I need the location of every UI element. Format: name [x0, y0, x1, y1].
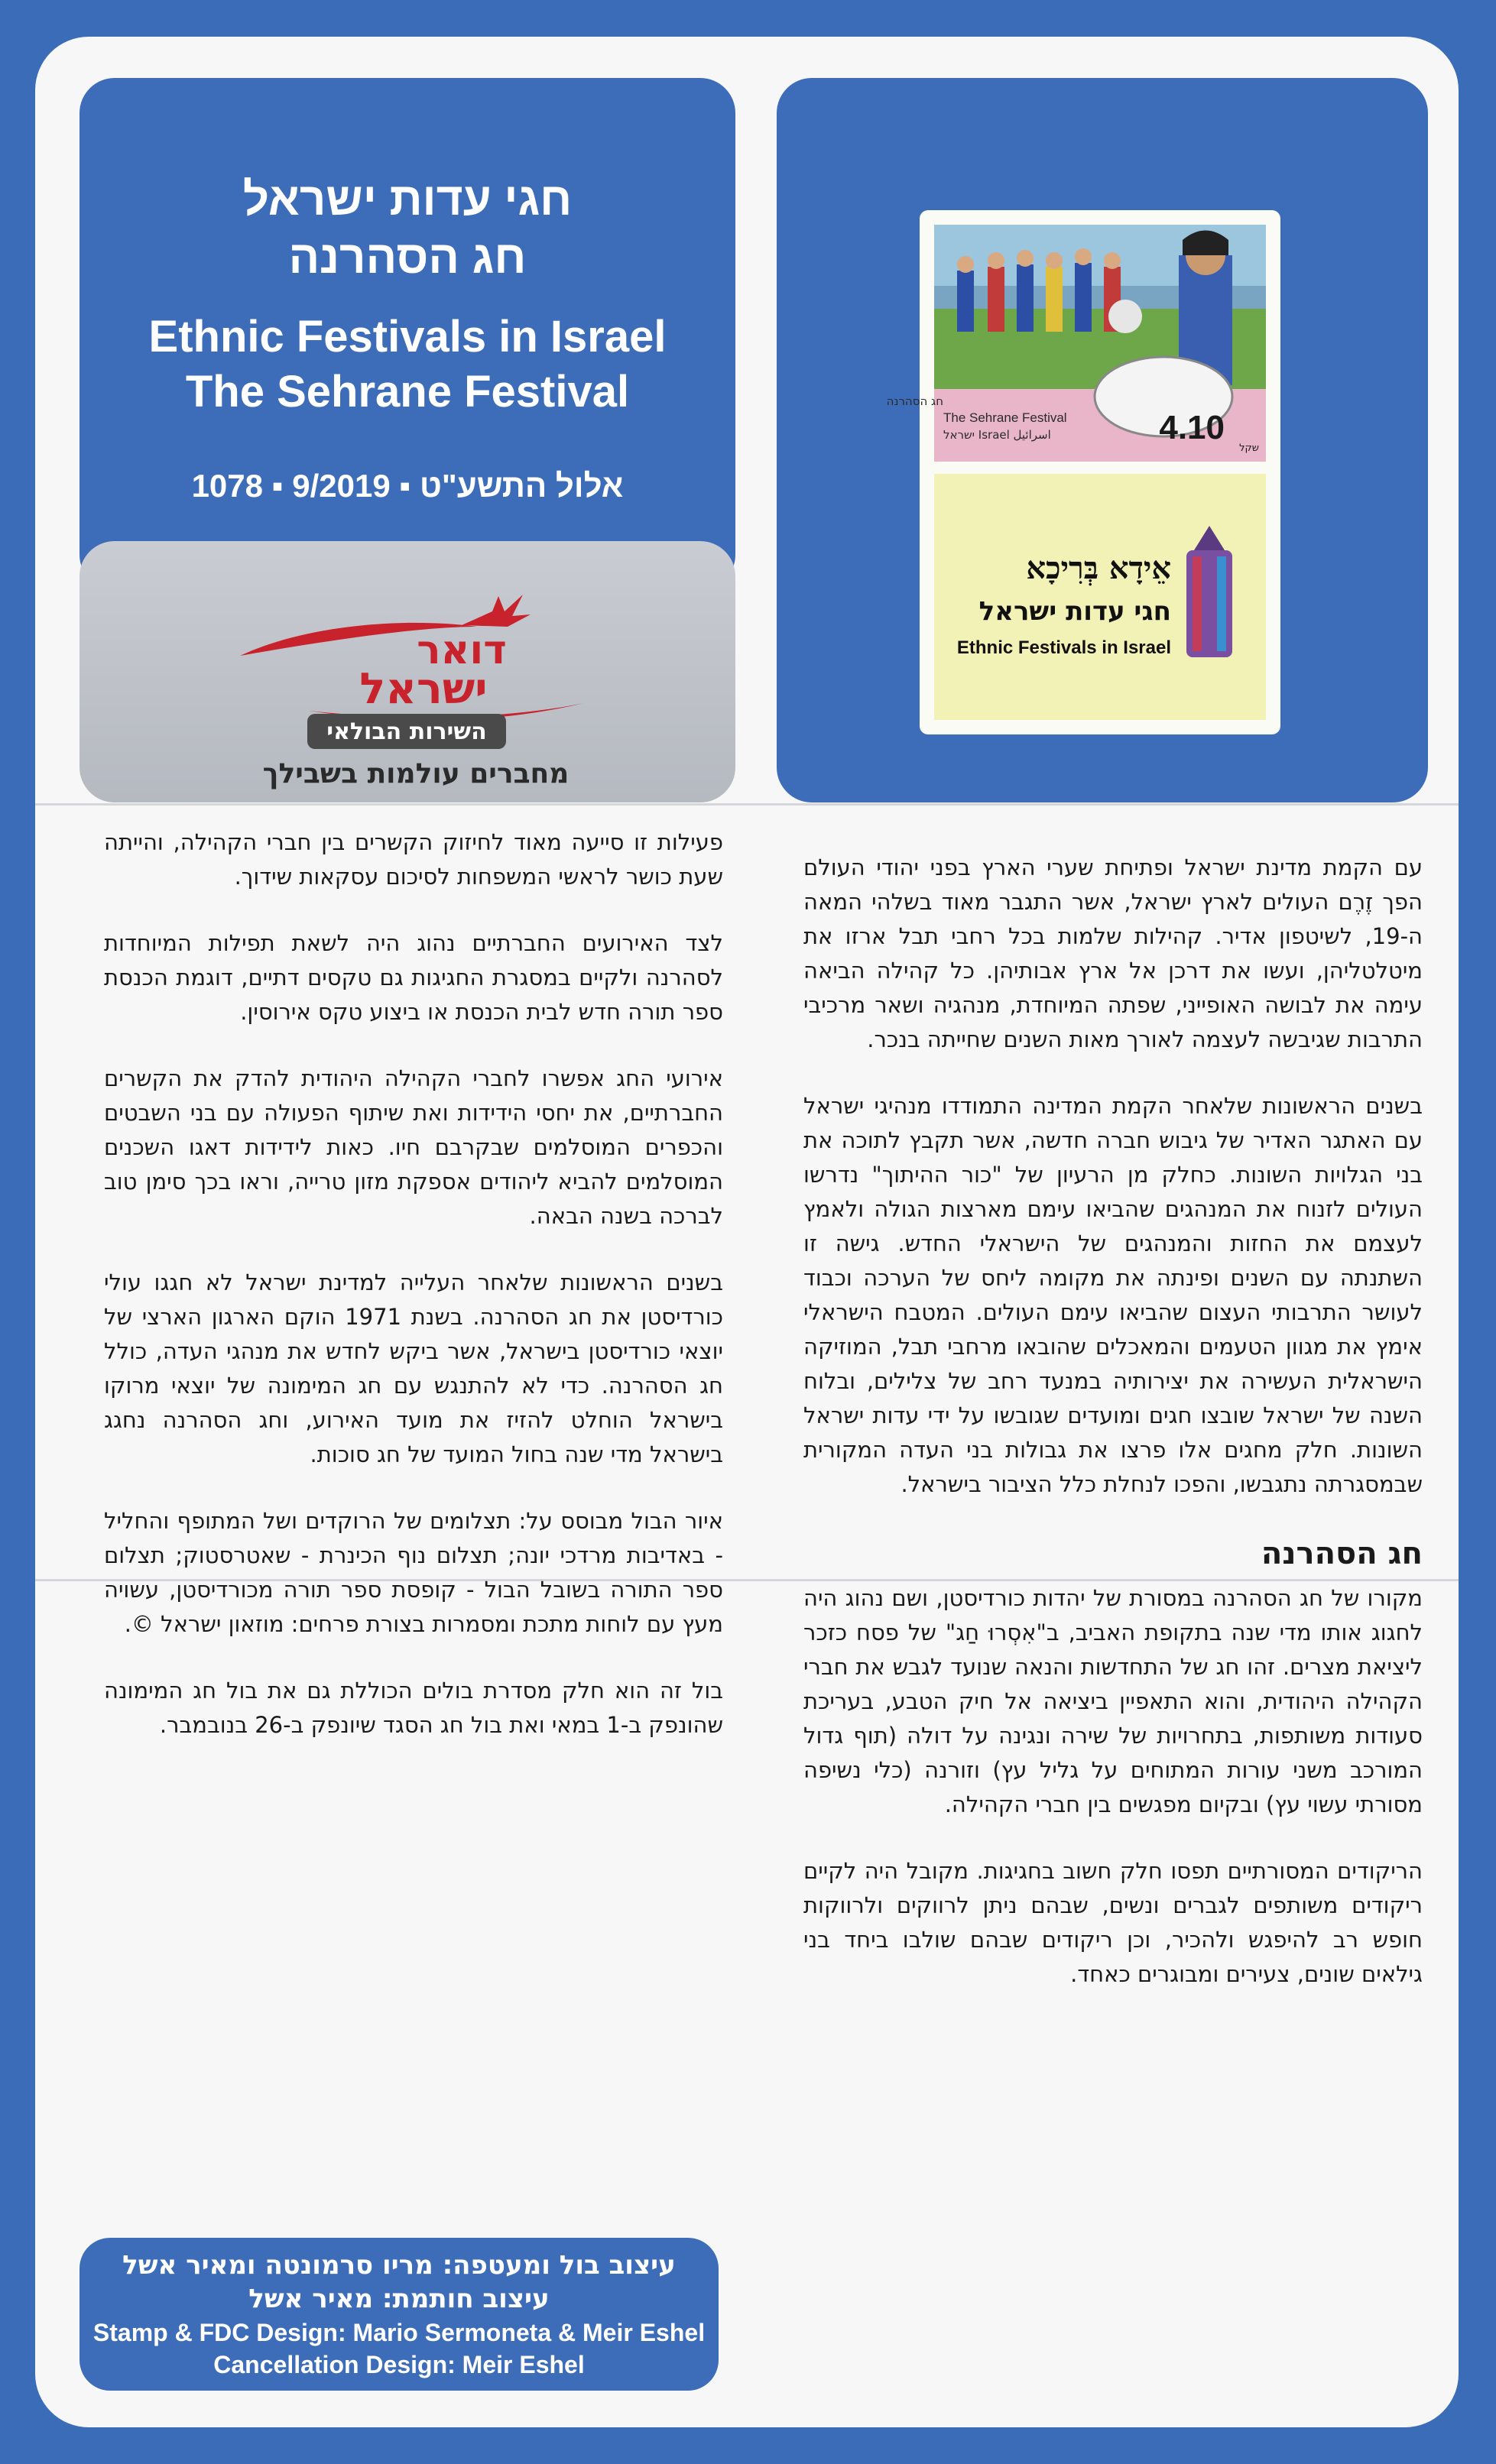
paragraph: מקורו של חג הסהרנה במסורת של יהדות כורדיסטן, ושם נהוג היה לחגוג אותו מדי שנה בתקופת האביב, ב"אִסְרוּ חַג" של פסח כזכר ליציאת מצרים. זהו חג של התחדשות והנאה שנועד לגבש את חברי הקהילה היהודית, והוא התאפיין ביציאה אל חיק הטבע, בעריכת סעודות משותפות, בתחרויות של שירה ונגינה על דולה (תוף גדול המורכב משני עורות המתוחים על גליל עץ) וזורנה (כלי נשיפה מסורתי עשוי עץ) ובקיום מפגשים בין חברי הקהילה. — [803, 1585, 1423, 1817]
paragraph: בשנים הראשונות שלאחר הקמת המדינה התמודדו מנהיגי ישראל עם האתגר האדיר של גיבוש חברה חדשה, אשר תקבץ לתוכה את בני הגלויות השונות. כחלק מן הרעיון של "כור ההיתוך" נדרשו העולים לזנוח את המנהגים שהביאו עימם מארצות הגולה ולאמץ לעצמם את החזות והמנהגים של הישראלי החדש. גישה זו השתנתה עם השנים ופינתה את מקומה ליחס של הערכה וכבוד לעושר התרבותי העצום שהביאו עימם העולים. המטבח הישראלי אימץ את מגוון הטעמים והמאכלים שהובאו מרחבי תבל, המוזיקה הישראלית העשירה את יצירותיה במנעד רחב של צלילים, ובלוח השנה של ישראל שובצו חגים ומועדים שגובשו על ידי עדות ישראל השונות. חלק מחגים אלו פרצו את גבולות בני העדה המקורית שבמסגרתה נתגבשו, והפכו לנחלת כלל הציבור בישראל. — [803, 1093, 1423, 1497]
logo-word-2: ישראל — [359, 664, 488, 714]
title-english-series: Ethnic Festivals in Israel — [148, 312, 667, 361]
paragraph: איור הבול מבוסס על: תצלומים של הרוקדים ושל המתופף והחליל - באדיבות מרדכי יונה; תצלום נוף הכינרת - שאטרסטוק; תצלום ספר התורה בשובל הבול - קופסת ספר תורה מכורדיסטן, עשויה מעץ עם לוחות מתכת ומסמרות בצורת פרחים: מוזאון ישראל ©. — [104, 1508, 723, 1637]
paragraph: לצד האירועים החברתיים נהוג היה לשאת תפילות המיוחדות לסהרנה ולקיים במסגרת החגיגות גם טקסים דתיים, דוגמת הכנסת ספר תורה חדש לבית הכנסת או ביצוע טקס אירוסין. — [104, 930, 723, 1025]
logo-tagline: מחברים עולמות בשבילך — [262, 758, 570, 789]
paragraph: אירועי החג אפשרו לחברי הקהילה היהודית להדק את הקשרים החברתיים, את יחסי הידידות ואת שיתוף הפעולה עם בני השבטים והכפרים המוסלמים שבקרבם חיו. כאות לידידות דאגו השכנים המוסלמים להביא ליהודים אספקת מזון טרייה, וראו בכך סימן טוב לברכה בשנה הבאה. — [104, 1065, 723, 1229]
credits-panel — [80, 2238, 719, 2391]
israel-post-logo — [80, 541, 735, 802]
title-english-festival: The Sehrane Festival — [185, 367, 630, 417]
tab-series-en: Ethnic Festivals in Israel — [956, 637, 1171, 658]
credit-design-en: Stamp & FDC Design: Mario Sermoneta & Meir Eshel — [92, 2319, 706, 2346]
deer-antler-icon — [462, 595, 531, 627]
paragraph: בול זה הוא חלק מסדרת בולים הכוללת גם את בול חג המימונה שהונפק ב-1 במאי ואת בול חג הסגד שיונפק ב-26 בנובמבר. — [104, 1678, 723, 1738]
stamp-currency: שקל — [1239, 443, 1259, 454]
stamp-illustration — [886, 225, 1266, 462]
stamp-panel — [777, 78, 1428, 802]
paragraph: הריקודים המסורתיים תפסו חלק חשוב בחגיגות. מקובל היה לקיים ריקודים משותפים לגברים ונשים, שבהם ניתן לרווקים ולרווקות חופש רב להיפגש ולהכיר, וכן ריקודים שבהם שולבו ביחד בני גילאים שונים, צעירים ומבוגרים כאחד. — [803, 1858, 1423, 1987]
title-hebrew-series: חגי עדות ישראל — [242, 173, 573, 225]
stamp-tab — [934, 474, 1266, 720]
torah-case-icon — [1179, 520, 1240, 665]
brochure-sheet — [35, 37, 1459, 2427]
paragraph: עם הקמת מדינת ישראל ופתיחת שערי הארץ בפני יהודי העולם הפך זֶרֶם העולים לארץ ישראל, אשר התגבר מאוד בשלהי המאה ה-19, לשיטפון אדיר. קהילות שלמות בכל רחבי תבל ארזו את מיטלטליהן, ועשו את דרכן אל ארץ אבותיהן. כל קהילה הביאה עימה את לבושה האופייני, שפתה המיוחדת, מנהגיה ושאר מרכיבי התרבות שגיבשה לעצמה לאורך מאות השנים שחייתה בנכר. — [803, 854, 1423, 1052]
tab-aramaic-greeting: אֵידָא בְּרִיכָא — [1026, 550, 1171, 586]
text-column-right — [803, 851, 1423, 2024]
paragraph: בשנים הראשונות שלאחר העלייה למדינת ישראל לא חגגו עולי כורדיסטן את חג הסהרנה. בשנת 1971 הוקם הארגון הארצי של יוצאי כורדיסטן בישראל, אשר ביקש לחדש את מנהגי העדה, כולל חג הסהרנה. כדי לא להתנגש עם חג המימונה של יוצאי מרוקו בישראל הוחלט להזיז את מועד האירוע, וחג הסהרנה נחגג בישראל מדי שנה בחול המועד של חג סוכות. — [104, 1269, 723, 1467]
text-column-left — [104, 825, 723, 1775]
stamp — [886, 214, 1277, 731]
fold-line — [35, 803, 1459, 806]
title-panel — [80, 78, 735, 590]
logo-panel — [80, 541, 735, 802]
tab-series-he: חגי עדות ישראל — [978, 596, 1171, 627]
stamp-title-en: The Sehrane Festival — [943, 410, 1067, 425]
logo-word-1: דואר — [417, 627, 507, 673]
paragraph: פעילות זו סייעה מאוד לחיזוק הקשרים בין חברי הקהילה, והייתה שעת כושר לראשי המשפחות לסיכום עסקאות שידוך. — [104, 829, 723, 890]
credit-cancel-he: עיצוב חותמת: מאיר אשל — [248, 2284, 550, 2314]
title-hebrew-festival: חג הסהרנה — [288, 232, 527, 283]
service-label: השירות הבולאי — [326, 718, 487, 745]
section-heading: חג הסהרנה — [1261, 1536, 1423, 1571]
flute-player-head — [1108, 300, 1142, 333]
stamp-title-he: חג הסהרנה — [886, 394, 943, 408]
stamp-value: 4.10 — [1159, 409, 1225, 446]
stamp-country: ישראל Israel اسرائيل — [943, 428, 1051, 442]
credit-design-he: עיצוב בול ומעטפה: מריו סרמונטה ומאיר אשל — [122, 2250, 676, 2281]
credit-cancel-en: Cancellation Design: Meir Eshel — [213, 2351, 585, 2378]
issue-line: אלול התשע"ט ▪ 9/2019 ▪ 1078 — [191, 468, 624, 504]
